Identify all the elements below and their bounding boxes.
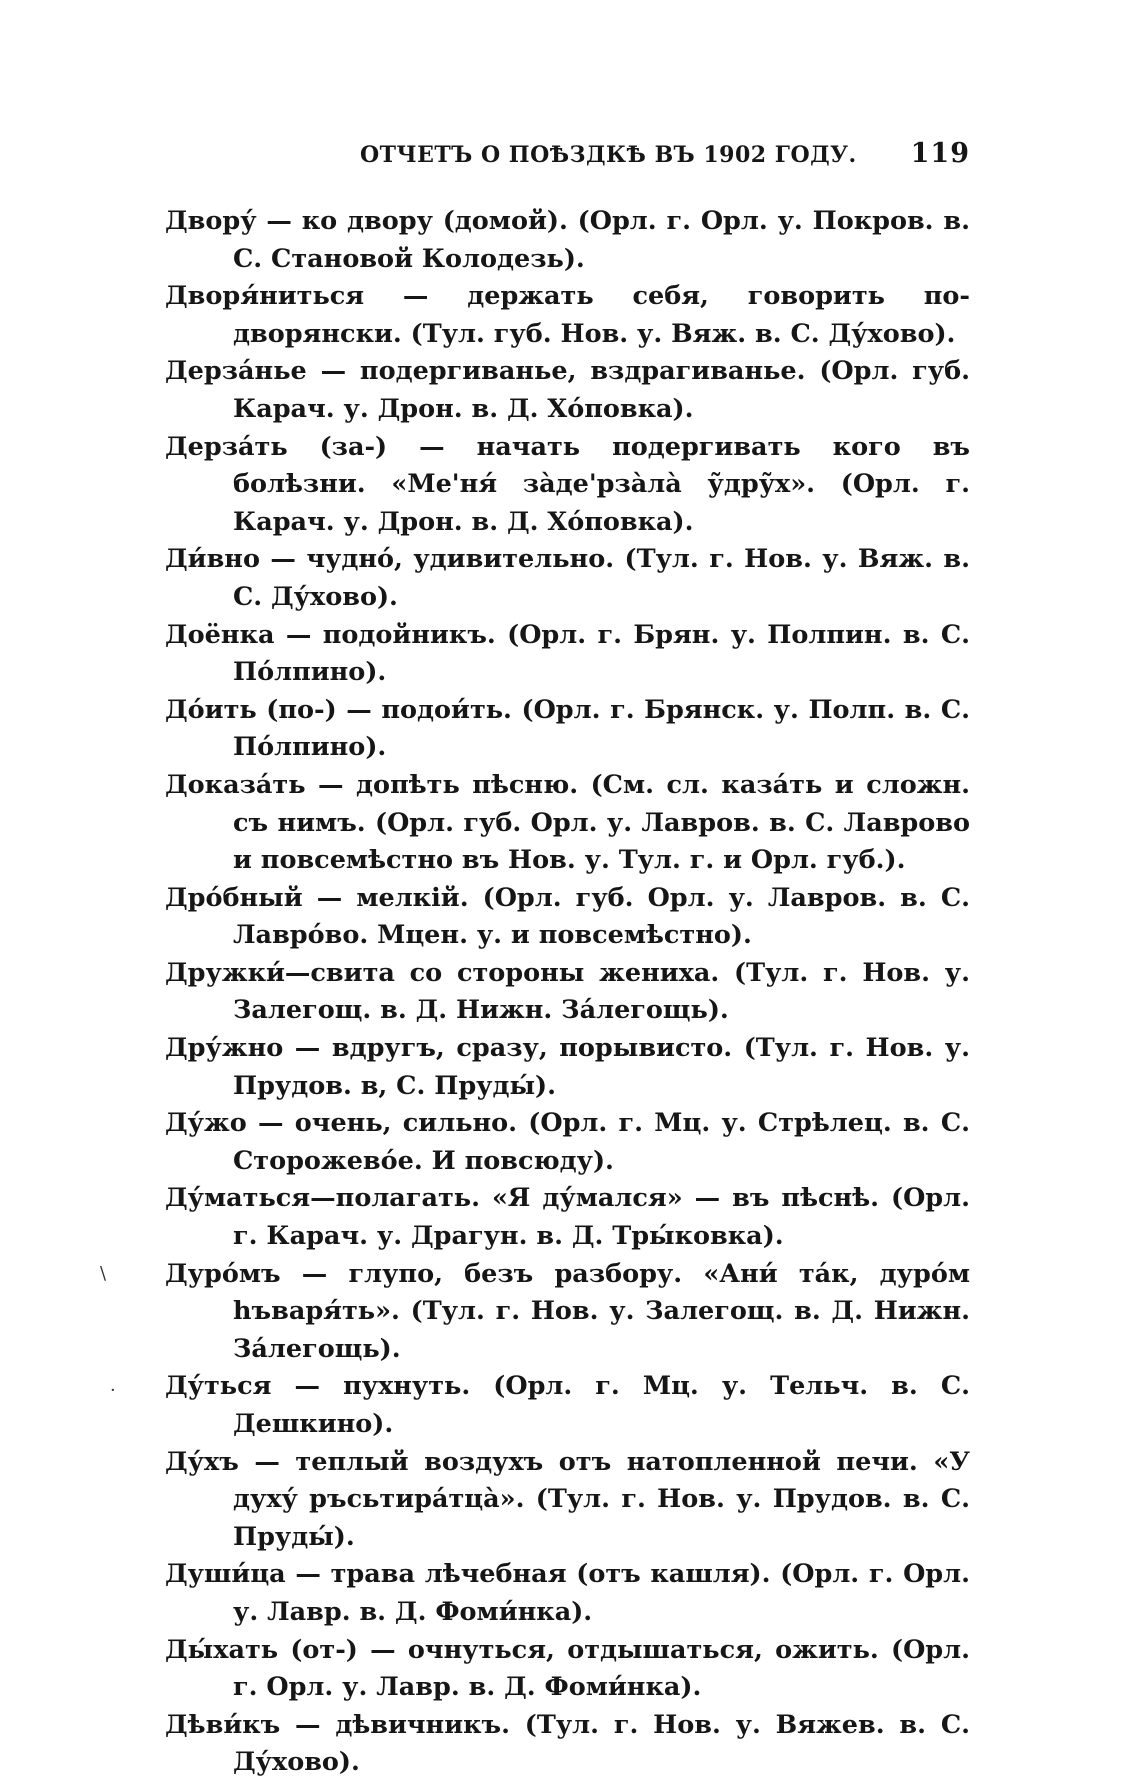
entry-headword: Души́ца — [165, 1559, 286, 1590]
dictionary-entry — [165, 203, 970, 278]
dictionary-entry — [165, 1180, 970, 1255]
entry-definition: — подойникъ. (Орл. г. Брян. у. Полпин. в. С. По́лпино). — [233, 619, 970, 688]
entry-definition: — начать подергивать кого въ болѣзни. «Ме'ня́ за̀де'рза̀ла̀ у̃дру̃х». (Орл. г. Карач. у. Дрон. в. Д. Хо́повка). — [233, 431, 970, 537]
entry-headword: Ди́вно — [165, 544, 260, 575]
dictionary-entry — [165, 278, 970, 353]
entry-definition: — дѣвичникъ. (Тул. г. Нов. у. Вяжев. в. С. Ду́хово). — [233, 1709, 970, 1778]
dictionary-entry — [165, 767, 970, 880]
entry-headword: Дружки́ — [165, 957, 285, 988]
page-number: 119 — [910, 138, 970, 169]
dictionary-entry — [165, 1632, 970, 1707]
entry-headword: Дерза́ть (за-) — [165, 431, 388, 462]
entry-definition: — держать себя, говорить по-дворянски. (Тул. губ. Нов. у. Вяж. в. С. Ду́хово). — [233, 281, 970, 349]
entry-definition: — чудно́, удивительно. (Тул. г. Нов. у. Вяж. в. С. Ду́хово). — [233, 544, 970, 612]
entry-headword: Дуро́мъ — [165, 1258, 281, 1289]
entry-definition: — допѣть пѣсню. (См. сл. каза́ть и сложн. съ нимъ. (Орл. губ. Орл. у. Лавров. в. С. Лаврово и повсемѣстно въ Нов. у. Тул. г. и Орл. губ.). — [233, 769, 970, 876]
entry-definition: —полагать. «Я ду́мался» — въ пѣснѣ. (Орл. г. Карач. у. Драгун. в. Д. Тры́ковка). — [233, 1183, 970, 1252]
entry-headword: Дру́жно — [165, 1033, 284, 1064]
scan-speck-mark: \ — [100, 1263, 107, 1284]
entry-definition: —свита со стороны жениха. (Тул. г. Нов. у. Залегощ. в. Д. Нижн. За́легощь). — [233, 957, 970, 1026]
entry-headword: Доёнка — [165, 619, 275, 650]
dictionary-entry — [165, 1707, 970, 1782]
dictionary-entry — [165, 955, 970, 1030]
entry-definition: — очень, сильно. (Орл. г. Мц. у. Стрѣлец. в. С. Сторожево́е. И повсюду). — [233, 1108, 970, 1176]
running-title: ОТЧЕТЪ О ПОѢЗДКѢ ВЪ 1902 ГОДУ. — [360, 142, 857, 168]
dictionary-entry — [165, 617, 970, 692]
entry-headword: Ду́маться — [165, 1183, 311, 1214]
entry-headword: Ду́ться — [165, 1371, 272, 1402]
dictionary-entry — [165, 1256, 970, 1369]
entry-definition: — мелкій. (Орл. губ. Орл. у. Лавров. в. С. Лавро́во. Мцен. у. и повсемѣстно). — [233, 882, 970, 951]
entry-headword: Двору́ — [165, 206, 257, 236]
dictionary-entry — [165, 1556, 970, 1631]
entry-headword: Дро́бный — [165, 882, 303, 913]
entry-headword: До́ить (по-) — [165, 694, 337, 725]
entry-headword: Дерза́нье — [165, 356, 307, 387]
entry-headword: Ды́хать (от-) — [165, 1634, 358, 1665]
entry-definition: — ко двору (домой). (Орл. г. Орл. у. Покров. в. С. Становой Колодезь). — [233, 206, 970, 274]
page-header — [165, 138, 970, 178]
entry-definition: — подои́ть. (Орл. г. Брянск. у. Полп. в. С. По́лпино). — [233, 694, 971, 763]
entry-definition: — подергиванье, вздрагиванье. (Орл. губ. Карач. у. Дрон. в. Д. Хо́повка). — [233, 356, 970, 424]
scan-speck-dot: · — [110, 1380, 116, 1401]
dictionary-entry — [165, 880, 970, 955]
entry-headword: Дѣви́къ — [165, 1709, 281, 1740]
dictionary-entry — [165, 692, 970, 767]
dictionary-entry — [165, 541, 970, 616]
entry-definition: — вдругъ, сразу, порывисто. (Тул. г. Нов. у. Прудов. в, С. Пруды́). — [233, 1033, 970, 1101]
entry-headword: Ду́жо — [165, 1108, 247, 1139]
entry-definition: — теплый воздухъ отъ натопленной печи. «У духу́ ръсьтира́тца̀». (Тул. г. Нов. у. Прудов. в. С. Пруды́). — [233, 1446, 970, 1552]
dictionary-entry — [165, 353, 970, 428]
dictionary-entry — [165, 429, 970, 542]
entry-headword: Доказа́ть — [165, 769, 306, 800]
entry-headword: Ду́хъ — [165, 1446, 239, 1477]
entry-headword: Дворя́ниться — [165, 281, 365, 312]
dictionary-entry — [165, 1444, 970, 1557]
entry-definition: — трава лѣчебная (отъ кашля). (Орл. г. Орл. у. Лавр. в. Д. Фоми́нка). — [233, 1559, 970, 1627]
entry-definition: — пухнуть. (Орл. г. Мц. у. Тельч. в. С. Дешкино). — [233, 1371, 970, 1439]
dictionary-entry — [165, 1105, 970, 1180]
entry-definition: — очнуться, отдышаться, ожить. (Орл. г. Орл. у. Лавр. в. Д. Фоми́нка). — [233, 1634, 970, 1703]
dictionary-entry — [165, 1368, 970, 1443]
dictionary-entry — [165, 1030, 970, 1105]
dictionary-entries — [165, 203, 970, 1782]
entry-definition: — глупо, безъ разбору. «Ани́ та́к, дуро́м һъваря́ть». (Тул. г. Нов. у. Залегощ. в. Д. Нижн. За́легощь). — [233, 1258, 970, 1364]
